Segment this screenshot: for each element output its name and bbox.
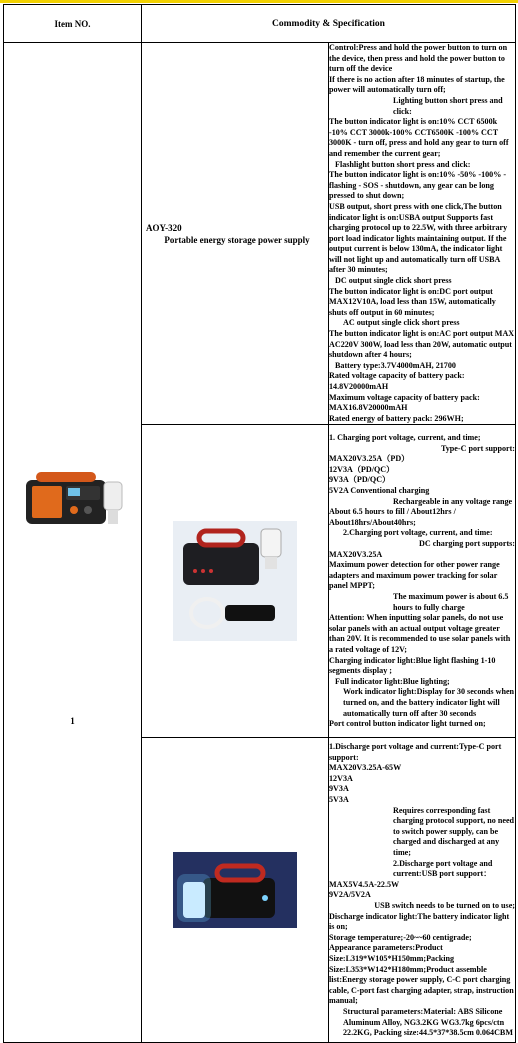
header-item-no: Item NO. bbox=[4, 5, 142, 43]
spec1-line: The button indicator light is on:AC port output MAX AC220V 300W, load less than 20W, automatic output shutdown after 4 hours; bbox=[329, 329, 515, 360]
spec2-line: Type-C port support: bbox=[440, 443, 515, 453]
spec3-line: 9V3A bbox=[329, 784, 349, 794]
spec-text-1 bbox=[329, 43, 516, 425]
header-commodity-spec: Commodity & Specification bbox=[142, 5, 516, 43]
spec2-line: MAX20V3.25A bbox=[329, 549, 383, 559]
spec2-line: Maximum power detection for other power range adapters and maximum power tracking for solar panel MPPT; bbox=[329, 560, 500, 591]
spec3-line: Storage temperature;-20~~60 centigrade; bbox=[329, 932, 472, 942]
spec1-line: The button indicator light is on:10% CCT 6500k -10% CCT 3000k-100% CCT6500K -100% CCT 3000K - turn off, press and hold any gear to turn off and remember the current gear; bbox=[329, 117, 509, 158]
spec2-line: Charging indicator light:Blue light flashing 1-10 segments display ; bbox=[329, 655, 496, 676]
spec3-line: Appearance parameters:Product Size:L319*W105*H150mm;Packing Size:L353*W142*H180mm;Product assemble list:Energy storage power supply, C-C port charging cable, C-port fast charging adapter, strap, instruction manual; bbox=[329, 943, 514, 1006]
header-row bbox=[4, 5, 516, 43]
spec1-line: AC output single click short press bbox=[343, 318, 460, 328]
image-cell-2 bbox=[142, 425, 329, 738]
spec3-line: 1.Discharge port voltage and current:Type-C port support: bbox=[329, 742, 502, 762]
spec3-line: 9V2A/5V2A bbox=[329, 890, 371, 900]
spec3-line: MAX5V4.5A-22.5W bbox=[329, 879, 400, 889]
spec-table bbox=[3, 4, 516, 1043]
spec3-line: 5V3A bbox=[329, 795, 349, 805]
spec-row-1 bbox=[4, 43, 516, 425]
spec2-line: Attention: When inputting solar panels, do not use solar panels with an actual output voltage greater than 20V. It is recommended to use solar panels with a rated voltage of 12V; bbox=[329, 613, 511, 654]
spec2-line: About 6.5 hours to fill / About12hrs / About18hrs/About40hrs; bbox=[329, 507, 456, 527]
spec1-line: Battery type:3.7V4000mAH, 21700 bbox=[335, 360, 456, 370]
spec1-line: DC output single click short press bbox=[335, 276, 452, 286]
spec2-line: Port control button indicator light turned on; bbox=[329, 719, 486, 729]
spec1-line: USB output, short press with one click,The button indicator light is on:USBA output Supports fast charging protocol up to 22.5W, with three arbitrary port load indicator lights maintaining output. If the output current is below 130mA, the indicator light will not light up and automatically turn off USBA after 30 minutes; bbox=[329, 201, 508, 275]
product-image-lit-unit bbox=[173, 852, 297, 928]
spec-text-3 bbox=[329, 738, 516, 1043]
item-number: 1 bbox=[70, 715, 75, 726]
spec3-line: Requires corresponding fast charging protocol support, no need to switch power supply, can be charged and discharged at any time; bbox=[393, 805, 515, 857]
item-cell bbox=[4, 43, 142, 1043]
spec2-line: Work indicator light:Display for 30 seconds when turned on, and the battery indicator light will automatically turn off after 30 seconds bbox=[343, 687, 515, 718]
spec2-line: Full indicator light:Blue lighting; bbox=[335, 676, 450, 686]
product-image-accessories bbox=[173, 521, 297, 641]
spec2-line: 5V2A Conventional charging bbox=[329, 486, 430, 496]
spec2-line: DC charging port supports: bbox=[418, 539, 515, 548]
spec2-line: The maximum power is about 6.5 hours to fully charge bbox=[393, 591, 509, 612]
spec3-line: 2.Discharge port voltage and current:USB port support： bbox=[393, 858, 493, 879]
spec3-line: Discharge indicator light:The battery indicator light is on; bbox=[329, 911, 510, 932]
top-accent-bar bbox=[0, 0, 518, 3]
spec2-line: 12V3A（PD/QC） bbox=[329, 464, 395, 474]
image-cell-3 bbox=[142, 738, 329, 1043]
spec3-line: Structural parameters:Material: ABS Silicone Aluminum Alloy, NG3.2KG WG3.7kg 6pcs/ctn 22.2KG, Packing size:44.5*37*38.5cm 0.064CBM bbox=[343, 1006, 513, 1038]
model-number: AOY-320 bbox=[146, 222, 182, 233]
product-image-power-station bbox=[18, 466, 128, 530]
spec1-line: Control:Press and hold the power button to turn on the device, then press and hold the power button to turn off the device bbox=[329, 43, 508, 74]
spec1-line: Rated voltage capacity of battery pack: 14.8V20000mAH bbox=[329, 371, 465, 391]
spec1-line: Flashlight button short press and click: bbox=[335, 159, 471, 169]
spec1-line: If there is no action after 18 minutes of startup, the power will automatically turn off; bbox=[329, 74, 505, 95]
spec2-line: MAX20V3.25A（PD） bbox=[329, 454, 410, 464]
spec2-line: 1. Charging port voltage, current, and time; bbox=[329, 433, 481, 443]
spec2-line: Rechargeable in any voltage range bbox=[393, 496, 513, 506]
spec3-line: MAX20V3.25A-65W bbox=[329, 763, 402, 773]
spec1-line: Lighting button short press and click: bbox=[393, 95, 503, 116]
spec1-line: Maximum voltage capacity of battery pack: MAX16.8V20000mAH bbox=[329, 392, 480, 413]
spec2-line: 9V3A（PD/QC） bbox=[329, 475, 391, 485]
spec1-line: The button indicator light is on:10% -50% -100% - flashing - SOS - shutdown, any gear can be long pressed to shut down; bbox=[329, 170, 507, 201]
spec1-line: Rated energy of battery pack: 296WH; bbox=[329, 413, 464, 423]
spec3-line: USB switch needs to be turned on to use; bbox=[374, 900, 515, 910]
spec1-line: The button indicator light is on:DC port output MAX12V10A, load less than 15W, automatically shuts off output in 60 minutes; bbox=[329, 286, 496, 317]
model-cell bbox=[142, 43, 329, 425]
spec3-line: 12V3A bbox=[329, 773, 353, 783]
product-name: Portable energy storage power supply bbox=[164, 234, 310, 245]
spec-text-2 bbox=[329, 425, 516, 738]
spec2-line: 2.Charging port voltage, current, and time: bbox=[343, 528, 493, 538]
